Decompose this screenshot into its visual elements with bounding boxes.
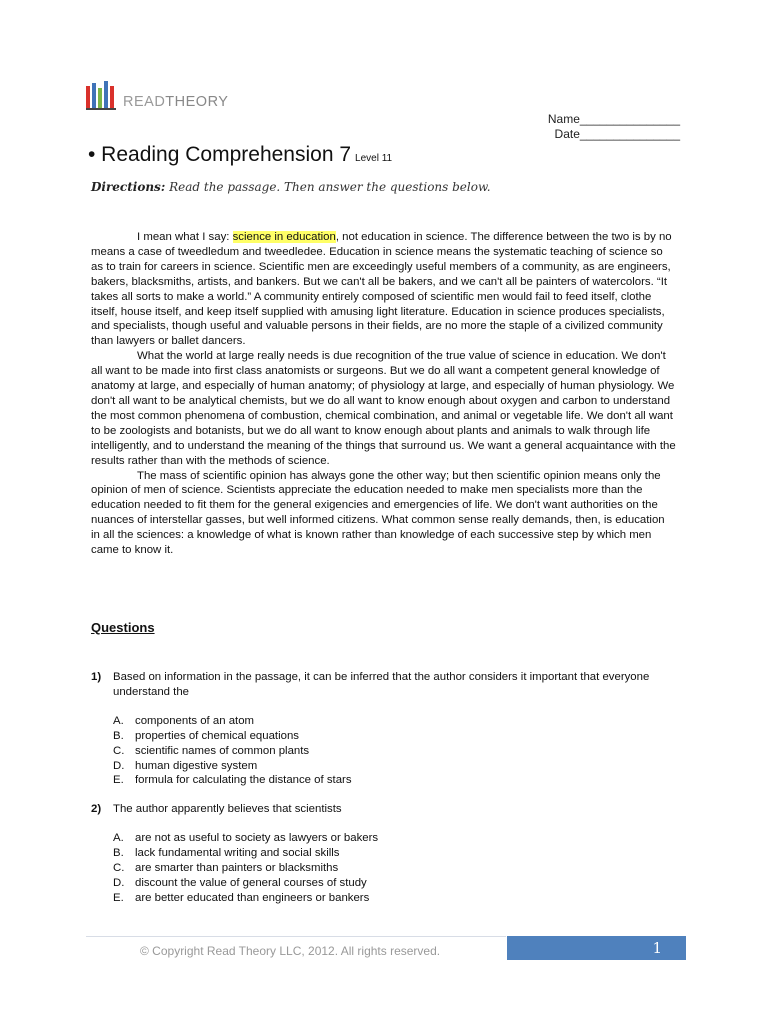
level-label: Level 11 [355,153,393,164]
date-field-label: Date_______________ [554,127,680,141]
option-letter: B. [113,846,124,859]
answer-option[interactable] [113,861,666,876]
option-text: components of an atom [135,714,255,727]
readtheory-logo-icon [86,80,120,110]
title-text: • Reading Comprehension 7 [88,143,352,166]
option-letter: C. [113,744,125,757]
questions-heading: Questions [91,620,155,635]
question-number: 2) [91,803,102,815]
option-text: scientific names of common plants [135,744,310,757]
passage-p1-before: I mean what I say: [137,231,233,243]
page-title [88,143,392,167]
name-field-label: Name_______________ [547,112,680,126]
question-stem: The author apparently believes that scientists [113,803,342,815]
answer-option[interactable] [113,876,666,891]
directions-text: Read the passage. Then answer the questions below. [169,180,491,194]
option-text: are not as useful to society as lawyers or bakers [135,831,379,844]
answer-option[interactable] [113,831,666,846]
answer-option[interactable] [113,729,666,744]
option-text: formula for calculating the distance of stars [135,774,352,787]
logo-theory: THEORY [165,94,229,110]
option-letter: A. [113,714,124,727]
page-number: 1 [652,939,662,957]
highlighted-text: science in education [232,231,336,243]
option-text: human digestive system [135,759,258,772]
option-text: are better educated than engineers or bankers [135,891,370,904]
option-letter: E. [113,774,124,787]
option-letter: D. [113,876,125,889]
name-date-block [520,112,680,142]
passage-paragraph-2: What the world at large really needs is due recognition of the true value of science in education. We don't all want to be made into first class anatomists or surgeons. But we do all want a competent general knowledge of anatomy at large, and especially of human anatomy; of physiology at large, and especially of human physiology. We don't all want to be analytical chemists, but we do all want to know enough about oxygen and carbon to understand the most common phenomena of combustion, chemical combination, and animal or vegetable life. We don't all want to be zoologists and botanists, but we do all want to know enough about plants and animals to walk through life intelligently, and to understand the meaning of the things that surround us. We want a general acquaintance with the results rather than with the methods of science. [91,350,676,467]
option-letter: D. [113,759,125,772]
page-number-box [507,936,686,960]
copyright-text: © Copyright Read Theory LLC, 2012. All rights reserved. [140,944,441,958]
option-text: discount the value of general courses of study [135,876,367,889]
logo-read: READ [123,94,166,110]
logo-wordmark [123,94,228,110]
footer-divider [86,936,506,937]
answer-options [113,831,666,906]
directions [91,180,491,194]
directions-label: Directions: [91,180,166,194]
option-letter: A. [113,831,124,844]
option-text: are smarter than painters or blacksmiths [135,861,339,874]
option-letter: E. [113,891,124,904]
option-text: properties of chemical equations [135,729,299,742]
option-letter: C. [113,861,125,874]
answer-option[interactable] [113,846,666,861]
answer-option[interactable] [113,744,666,759]
question-2 [91,802,666,905]
answer-option[interactable] [113,891,666,906]
question-number: 1) [91,671,102,683]
answer-options [113,714,666,789]
question-stem: Based on information in the passage, it can be inferred that the author considers it important that everyone understand the [113,671,650,698]
passage-paragraph-1 [91,230,676,349]
option-letter: B. [113,729,124,742]
reading-passage [91,230,676,558]
answer-option[interactable] [113,773,666,788]
answer-option[interactable] [113,714,666,729]
passage-p1-after: , not education in science. The difference between the two is by no means a case of tweedledum and tweedledee. Education in science means the systematic teaching of science so as to train for careers in science. Scientific men are exceedingly useful members of a community, as are engineers, bakers, blacksmiths, artists, and bankers. But we can't all be bakers, and we can't all be painters of watercolors. “It takes all sorts to make a world.” A community entirely composed of scientific men would fail to feed itself, clothe itself, house itself, and keep itself supplied with amusing light literature. Education in science produces specialists, and specialists, though useful and valuable persons in their fields, are no more the staple of a civilized community than lawyers or ballet dancers. [91,231,672,348]
answer-option[interactable] [113,759,666,774]
question-1 [91,670,666,788]
option-text: lack fundamental writing and social skills [135,846,340,859]
passage-paragraph-3: The mass of scientific opinion has always gone the other way; but then scientific opinion means only the opinion of men of science. Scientists appreciate the education needed to make men specialists more than the education needed to fit them for the general exigencies and emergencies of life. We don't want authorities on the nuances of interstellar gasses, but well informed citizens. What common sense really demands, then, is education in all the sciences: a knowledge of what is known rather than knowledge of each successive step by which men came to know it. [91,469,665,557]
